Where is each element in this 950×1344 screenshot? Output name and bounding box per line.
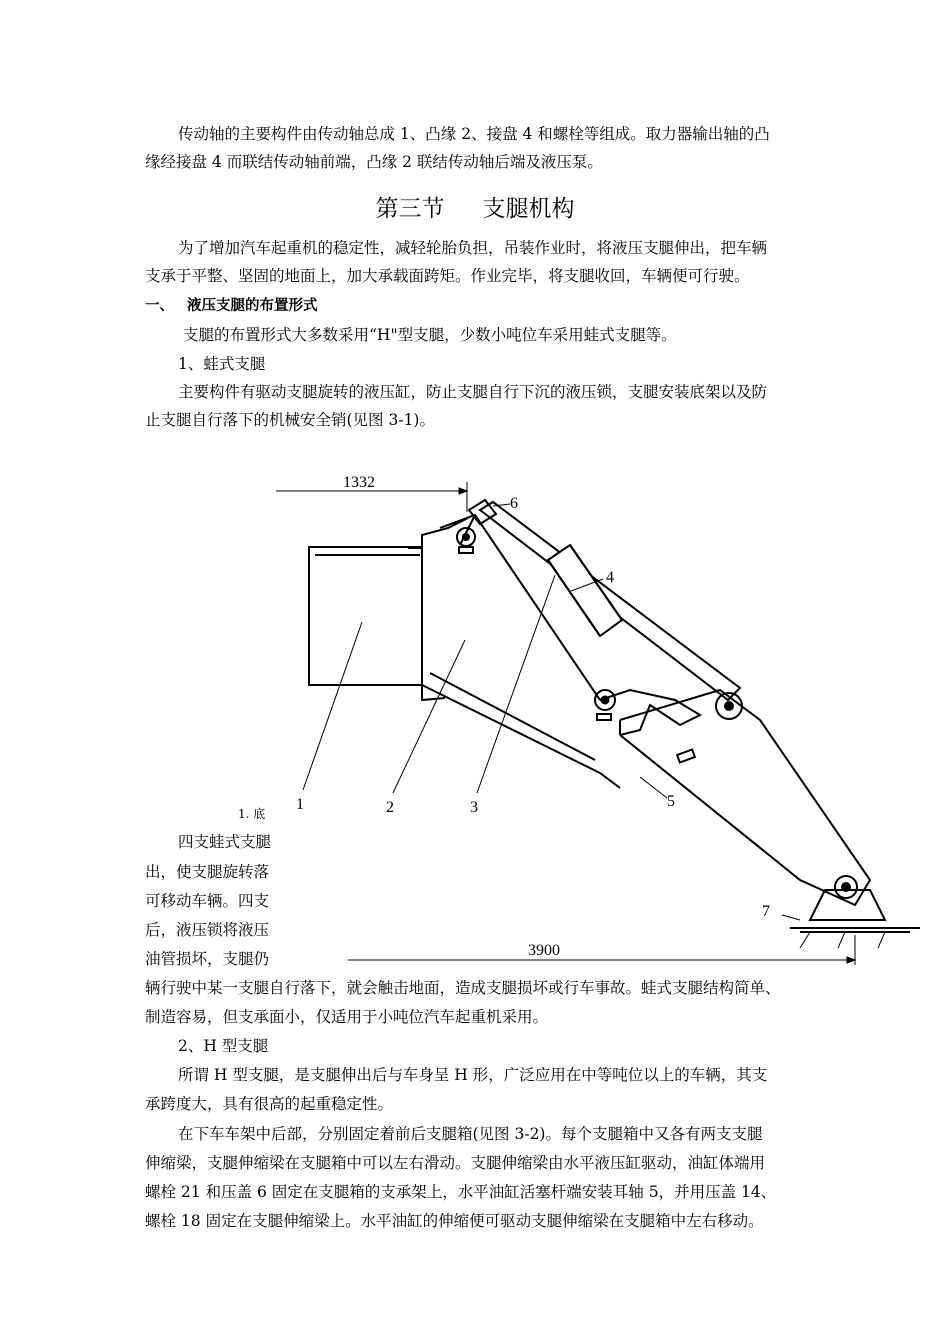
paragraph-7-line-1: 在下车车架中后部，分别固定着前后支腿箱(见图 3-2)。每个支腿箱中又各有两支支腿 [178,1125,763,1143]
paragraph-2-line-2: 支承于平整、坚固的地面上，加大承载面跨矩。作业完毕，将支腿收回，车辆便可行驶。 [145,267,750,285]
part-label-6: 6 [510,495,518,512]
paragraph-5-line-6: 辆行驶中某一支腿自行落下，就会触击地面，造成支腿损坏或行车事故。蛙式支腿结构简单、 [145,979,781,997]
paragraph-5-line-2: 出，使支腿旋转落 [145,863,270,881]
part-label-5: 5 [667,793,675,810]
part-label-1: 1 [296,796,304,813]
section-name: 支腿机构 [482,196,575,222]
paragraph-7-line-4: 螺栓 18 固定在支腿伸缩梁上。水平油缸的伸缩便可驱动支腿伸缩梁在支腿箱中左右移动。 [145,1212,764,1230]
paragraph-7-line-3: 螺栓 21 和压盖 6 固定在支腿箱的支承架上，水平油缸活塞杆端安装耳轴 5，并用压盖 14、 [145,1183,777,1201]
paragraph-5-line-5: 油管损坏，支腿仍 [145,950,270,968]
section-number: 第三节 [375,196,445,222]
paragraph-4-line-2: 止支腿自行落下的机械安全销(见图 3-1)。 [145,411,435,429]
dimension-top-label: 1332 [343,474,375,491]
paragraph-5-line-4: 后，液压锁将液压 [145,921,270,939]
paragraph-3-line-1: 支腿的布置形式大多数采用“H"型支腿，少数小吨位车采用蛙式支腿等。 [183,326,677,344]
part-label-3: 3 [470,799,478,816]
paragraph-6-line-2: 承跨度大，具有很高的起重稳定性。 [145,1095,394,1113]
paragraph-2-line-1: 为了增加汽车起重机的稳定性，减轻轮胎负担，吊装作业时，将液压支腿伸出，把车辆 [178,239,768,257]
dimension-bottom-label: 3900 [528,942,560,959]
paragraph-5-line-3: 可移动车辆。四支 [145,892,270,910]
figure-caption-fragment: 1. 底 [238,807,266,821]
heading-1-number: 一、 [145,298,174,314]
paragraph-7-line-2: 伸缩梁，支腿伸缩梁在支腿箱中可以左右滑动。支腿伸缩梁由水平液压缸驱动，油缸体端用 [145,1154,766,1172]
part-label-2: 2 [386,799,394,816]
paragraph-5-line-7: 制造容易，但支承面小，仅适用于小吨位汽车起重机采用。 [145,1008,549,1026]
subheading-frog-leg: 1、蛙式支腿 [178,355,266,373]
paragraph-1-line-2: 缘经接盘 4 而联结传动轴前端，凸缘 2 联结传动轴后端及液压泵。 [145,153,603,171]
base-frame-box [309,547,422,685]
paragraph-6-line-1: 所谓 H 型支腿，是支腿伸出后与车身呈 H 形，广泛应用在中等吨位以上的车辆，其支 [178,1066,768,1084]
heading-1-text: 液压支腿的布置形式 [187,298,318,314]
subheading-h-type: 2、H 型支腿 [178,1037,269,1055]
paragraph-5-line-1: 四支蛙式支腿 [178,833,272,851]
part-label-4: 4 [606,569,614,586]
paragraph-1-line-1: 传动轴的主要构件由传动轴总成 1、凸缘 2、接盘 4 和螺栓等组成。取力器输出轴的凸 [178,125,770,143]
part-label-7: 7 [762,903,770,920]
paragraph-4-line-1: 主要构件有驱动支腿旋转的液压缸，防止支腿自行下沉的液压锁，支腿安装底架以及防 [178,383,768,401]
